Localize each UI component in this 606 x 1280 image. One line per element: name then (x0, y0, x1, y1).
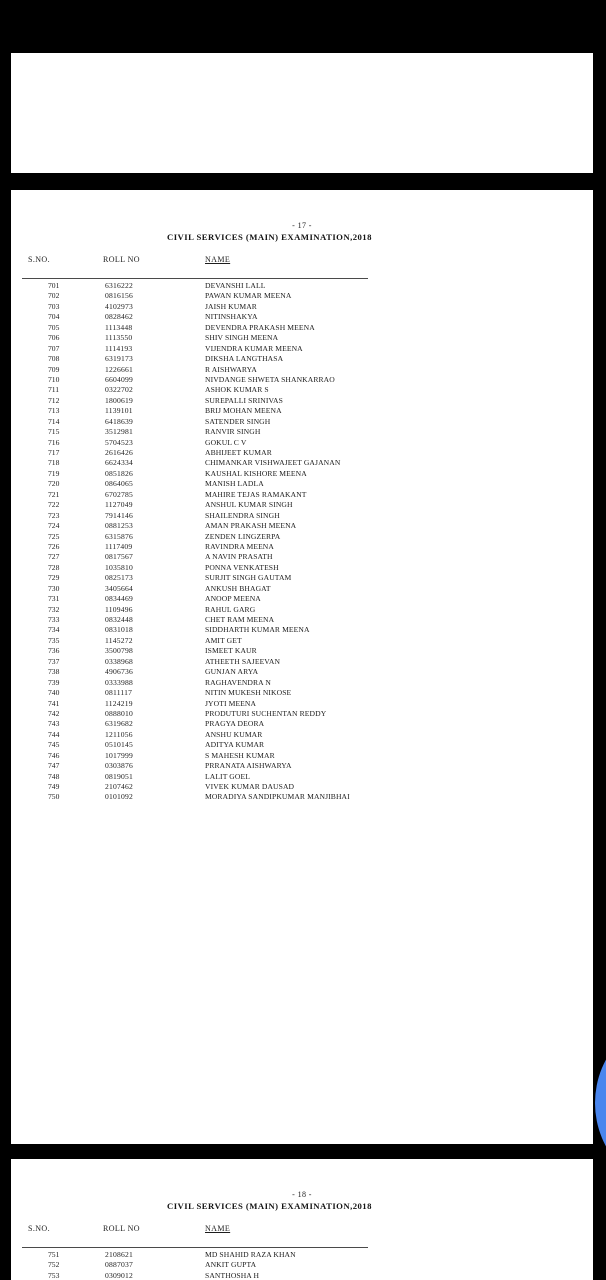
cell-serial-number: 727 (48, 552, 60, 562)
table-row (11, 636, 593, 646)
table-row (11, 584, 593, 594)
cell-serial-number: 728 (48, 562, 60, 572)
cell-serial-number: 723 (48, 510, 60, 520)
cell-name: ADITYA KUMAR (205, 740, 265, 750)
cell-name: GOKUL C V (205, 437, 247, 447)
cell-roll-number: 2107462 (105, 782, 133, 791)
table-row (11, 772, 593, 782)
cell-serial-number: 739 (48, 677, 60, 687)
document-title: CIVIL SERVICES (MAIN) EXAMINATION,2018 (167, 1201, 372, 1211)
cell-name: CHIMANKAR VISHWAJEET GAJANAN (205, 458, 341, 468)
cell-serial-number: 722 (48, 500, 60, 510)
cell-name: ANOOP MEENA (205, 594, 261, 604)
cell-name: SHIV SINGH MEENA (205, 333, 279, 343)
cell-name: SURJIT SINGH GAUTAM (205, 573, 292, 583)
table-row (11, 625, 593, 635)
cell-serial-number: 726 (48, 541, 60, 551)
cell-roll-number: 3500798 (105, 646, 133, 656)
cell-roll-number: 0816156 (105, 291, 133, 301)
cell-name: ANKUSH BHAGAT (205, 583, 271, 593)
table-row (11, 532, 593, 542)
cell-serial-number: 745 (48, 740, 60, 750)
cell-serial-number: 714 (48, 416, 60, 426)
cell-serial-number: 703 (48, 301, 60, 311)
cell-serial-number: 712 (48, 395, 60, 405)
cell-roll-number: 1113550 (105, 333, 133, 343)
cell-name: DEVANSHI LALL (205, 281, 266, 290)
table-row (11, 312, 593, 322)
cell-name: MORADIYA SANDIPKUMAR MANJIBHAI (205, 792, 350, 802)
cell-roll-number: 0303876 (105, 761, 133, 771)
cell-serial-number: 724 (48, 521, 60, 531)
cell-name: RAHUL GARG (205, 604, 256, 614)
table-row (11, 490, 593, 500)
cell-serial-number: 743 (48, 719, 60, 729)
cell-name: ANKIT GUPTA (205, 1260, 257, 1270)
cell-serial-number: 716 (48, 437, 60, 447)
cell-roll-number: 0338968 (105, 656, 133, 666)
cell-name: LALIT GOEL (205, 771, 250, 781)
table-row (11, 709, 593, 719)
table-row (11, 281, 593, 291)
pdf-page-17 (11, 190, 593, 1144)
table-row (11, 563, 593, 573)
cell-name: ZENDEN LINGZERPA (205, 531, 281, 541)
cell-roll-number: 0828462 (105, 312, 133, 322)
cell-roll-number: 6624334 (105, 458, 133, 468)
cell-serial-number: 742 (48, 708, 60, 718)
table-row (11, 365, 593, 375)
cell-serial-number: 720 (48, 479, 60, 489)
cell-serial-number: 732 (48, 604, 60, 614)
table-row (11, 438, 593, 448)
cell-name: MAHIRE TEJAS RAMAKANT (205, 489, 307, 499)
cell-serial-number: 707 (48, 343, 60, 353)
cell-name: SANTHOSHA H (205, 1270, 260, 1280)
cell-serial-number: 721 (48, 489, 60, 499)
cell-serial-number: 741 (48, 698, 60, 708)
cell-serial-number: 710 (48, 374, 60, 384)
table-row (11, 646, 593, 656)
cell-roll-number: 1124219 (105, 698, 133, 708)
cell-name: KAUSHAL KISHORE MEENA (205, 468, 307, 478)
cell-name: PRODUTURI SUCHENTAN REDDY (205, 708, 327, 718)
table-row (11, 354, 593, 364)
cell-roll-number: 0831018 (105, 625, 133, 635)
cell-serial-number: 705 (48, 322, 60, 332)
cell-roll-number: 2616426 (105, 448, 133, 457)
cell-roll-number: 0817567 (105, 552, 133, 562)
cell-roll-number: 0834469 (105, 594, 133, 604)
table-row (11, 479, 593, 489)
table-header-rule (22, 1247, 368, 1248)
cell-serial-number: 744 (48, 729, 60, 739)
table-row (11, 730, 593, 740)
cell-roll-number: 6319173 (105, 354, 133, 364)
cell-serial-number: 715 (48, 427, 60, 437)
cell-name: JAISH KUMAR (205, 301, 257, 311)
table-row (11, 688, 593, 698)
column-header-name: NAME (205, 1224, 231, 1233)
cell-roll-number: 0510145 (105, 740, 133, 750)
table-row (11, 511, 593, 521)
table-row (11, 605, 593, 615)
cell-name: SHAILENDRA SINGH (205, 510, 280, 520)
cell-name: AMIT GET (205, 635, 242, 645)
cell-name: S MAHESH KUMAR (205, 750, 275, 760)
cell-serial-number: 729 (48, 573, 60, 583)
table-row (11, 573, 593, 583)
cell-roll-number: 1114193 (105, 343, 133, 353)
cell-serial-number: 725 (48, 531, 60, 541)
cell-serial-number: 709 (48, 364, 60, 374)
cell-roll-number: 0309012 (105, 1270, 133, 1280)
cell-name: RAVINDRA MEENA (205, 541, 274, 551)
cell-name: MD SHAHID RAZA KHAN (205, 1250, 296, 1259)
column-header-roll-no: ROLL NO (103, 255, 140, 264)
cell-name: DEVENDRA PRAKASH MEENA (205, 322, 315, 332)
cell-name: ASHOK KUMAR S (205, 385, 269, 395)
cell-roll-number: 0888010 (105, 708, 133, 718)
cell-roll-number: 2108621 (105, 1250, 133, 1259)
cell-roll-number: 1035810 (105, 562, 133, 572)
results-table (11, 1250, 593, 1280)
cell-roll-number: 6316222 (105, 281, 133, 290)
table-row (11, 417, 593, 427)
cell-name: NIVDANGE SHWETA SHANKARRAO (205, 374, 335, 384)
table-row (11, 458, 593, 468)
cell-roll-number: 3512981 (105, 427, 133, 437)
cell-serial-number: 719 (48, 468, 60, 478)
cell-name: DIKSHA LANGTHASA (205, 354, 284, 364)
table-row (11, 761, 593, 771)
table-row (11, 385, 593, 395)
cell-roll-number: 1800619 (105, 395, 133, 405)
table-row (11, 678, 593, 688)
cell-roll-number: 0811117 (105, 688, 133, 698)
cell-serial-number: 751 (48, 1250, 60, 1259)
cell-name: VIJENDRA KUMAR MEENA (205, 343, 303, 353)
cell-roll-number: 0887037 (105, 1260, 133, 1270)
table-row (11, 740, 593, 750)
cell-roll-number: 0322702 (105, 385, 133, 395)
table-row (11, 323, 593, 333)
table-row (11, 333, 593, 343)
column-header-sno: S.NO. (28, 255, 51, 264)
cell-serial-number: 747 (48, 761, 60, 771)
cell-serial-number: 713 (48, 406, 60, 416)
table-row (11, 427, 593, 437)
cell-roll-number: 0864065 (105, 479, 133, 489)
table-row (11, 719, 593, 729)
cell-name: ATHEETH SAJEEVAN (205, 656, 281, 666)
cell-roll-number: 1127049 (105, 500, 133, 510)
table-row (11, 667, 593, 677)
table-row (11, 406, 593, 416)
cell-serial-number: 736 (48, 646, 60, 656)
column-header-sno: S.NO. (28, 1224, 51, 1233)
cell-name: RANVIR SINGH (205, 427, 261, 437)
cell-name: R AISHWARYA (205, 364, 257, 374)
cell-name: PRAGYA DEORA (205, 719, 265, 729)
cell-serial-number: 738 (48, 667, 60, 677)
cell-name: PONNA VENKATESH (205, 562, 279, 572)
cell-roll-number: 1113448 (105, 322, 133, 332)
cell-roll-number: 1109496 (105, 604, 133, 614)
cell-serial-number: 734 (48, 625, 60, 635)
cell-name: ANSHUL KUMAR SINGH (205, 500, 293, 510)
cell-name: A NAVIN PRASATH (205, 552, 273, 562)
cell-roll-number: 5704523 (105, 437, 133, 447)
cell-name: GUNJAN ARYA (205, 667, 259, 677)
cell-roll-number: 0832448 (105, 615, 133, 624)
page-number: - 17 - (292, 221, 312, 230)
table-row (11, 344, 593, 354)
cell-roll-number: 0825173 (105, 573, 133, 583)
cell-name: ABHIJEET KUMAR (205, 448, 272, 457)
cell-serial-number: 706 (48, 333, 60, 343)
cell-roll-number: 1117409 (105, 541, 133, 551)
table-row (11, 500, 593, 510)
cell-roll-number: 6702785 (105, 489, 133, 499)
table-row (11, 751, 593, 761)
table-row (11, 615, 593, 625)
cell-serial-number: 702 (48, 291, 60, 301)
cell-serial-number: 746 (48, 750, 60, 760)
column-header-roll-no: ROLL NO (103, 1224, 140, 1233)
cell-roll-number: 6418639 (105, 416, 133, 426)
cell-roll-number: 3405664 (105, 583, 133, 593)
cell-serial-number: 708 (48, 354, 60, 364)
cell-name: CHET RAM MEENA (205, 615, 275, 624)
table-row (11, 782, 593, 792)
cell-roll-number: 6315876 (105, 531, 133, 541)
cell-serial-number: 730 (48, 583, 60, 593)
table-row (11, 375, 593, 385)
cell-roll-number: 1145272 (105, 635, 133, 645)
table-row (11, 302, 593, 312)
cell-roll-number: 1139101 (105, 406, 133, 416)
cell-name: BRIJ MOHAN MEENA (205, 406, 282, 416)
cell-serial-number: 704 (48, 312, 60, 322)
cell-roll-number: 1211056 (105, 729, 133, 739)
cell-roll-number: 1226661 (105, 364, 133, 374)
cell-serial-number: 750 (48, 792, 60, 802)
cell-serial-number: 731 (48, 594, 60, 604)
cell-name: RAGHAVENDRA N (205, 677, 271, 687)
pdf-page-18-partial (11, 1159, 593, 1280)
cell-roll-number: 7914146 (105, 510, 133, 520)
table-row (11, 699, 593, 709)
cell-serial-number: 740 (48, 688, 60, 698)
table-row (11, 1271, 593, 1280)
cell-roll-number: 4906736 (105, 667, 133, 677)
table-row (11, 469, 593, 479)
cell-roll-number: 0881253 (105, 521, 133, 531)
table-row (11, 594, 593, 604)
cell-name: PAWAN KUMAR MEENA (205, 291, 292, 301)
cell-serial-number: 717 (48, 448, 60, 457)
table-row (11, 521, 593, 531)
cell-serial-number: 753 (48, 1270, 60, 1280)
cell-serial-number: 749 (48, 782, 60, 791)
table-row (11, 1250, 593, 1260)
cell-serial-number: 711 (48, 385, 60, 395)
cell-roll-number: 0851826 (105, 468, 133, 478)
cell-serial-number: 733 (48, 615, 60, 624)
cell-roll-number: 0333988 (105, 677, 133, 687)
cell-name: NITIN MUKESH NIKOSE (205, 688, 292, 698)
cell-name: SIDDHARTH KUMAR MEENA (205, 625, 310, 635)
pdf-page-previous-partial (11, 53, 593, 173)
cell-name: NITINSHAKYA (205, 312, 258, 322)
cell-name: MANISH LADLA (205, 479, 264, 489)
table-row (11, 657, 593, 667)
table-row (11, 542, 593, 552)
table-row (11, 1260, 593, 1270)
document-title: CIVIL SERVICES (MAIN) EXAMINATION,2018 (167, 232, 372, 242)
page-number: - 18 - (292, 1190, 312, 1199)
cell-roll-number: 6604099 (105, 374, 133, 384)
table-row (11, 291, 593, 301)
table-row (11, 552, 593, 562)
cell-name: JYOTI MEENA (205, 698, 257, 708)
cell-name: PRRANATA AISHWARYA (205, 761, 292, 771)
cell-serial-number: 735 (48, 635, 60, 645)
cell-name: ANSHU KUMAR (205, 729, 263, 739)
results-table (11, 281, 593, 803)
cell-roll-number: 0101092 (105, 792, 133, 802)
table-row (11, 396, 593, 406)
cell-name: ISMEET KAUR (205, 646, 257, 656)
cell-roll-number: 0819051 (105, 771, 133, 781)
column-header-name: NAME (205, 255, 231, 264)
cell-serial-number: 718 (48, 458, 60, 468)
table-header-rule (22, 278, 368, 279)
cell-name: AMAN PRAKASH MEENA (205, 521, 297, 531)
cell-name: VIVEK KUMAR DAUSAD (205, 782, 295, 791)
cell-name: SUREPALLI SRINIVAS (205, 395, 283, 405)
table-row (11, 448, 593, 458)
cell-serial-number: 737 (48, 656, 60, 666)
scroll-indicator-bubble[interactable] (595, 1012, 606, 1194)
cell-roll-number: 1017999 (105, 750, 133, 760)
cell-roll-number: 6319682 (105, 719, 133, 729)
cell-roll-number: 4102973 (105, 301, 133, 311)
cell-serial-number: 752 (48, 1260, 60, 1270)
cell-serial-number: 748 (48, 771, 60, 781)
cell-name: SATENDER SINGH (205, 416, 271, 426)
table-row (11, 792, 593, 802)
cell-serial-number: 701 (48, 281, 60, 290)
